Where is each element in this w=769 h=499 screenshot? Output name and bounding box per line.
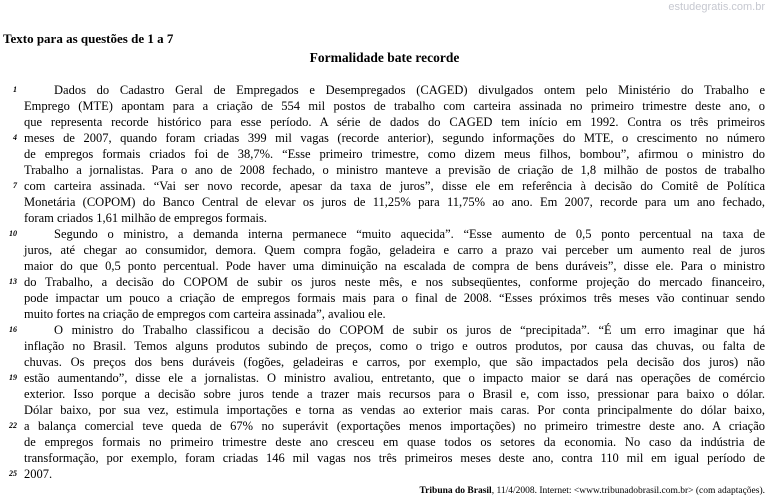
line-number: 16 (9, 325, 17, 334)
text-line (0, 290, 769, 306)
text-line (0, 466, 769, 482)
text-line (0, 98, 769, 114)
line-text: transformação, por exemplo, foram criadas 146 mil vagas nos três primeiros meses deste ano, contra 110 mil em igual período de (24, 451, 765, 465)
line-text: do Trabalho, a decisão do COPOM de subir os juros neste mês, e nos subseqüentes, conforme projeção do mercado financeiro, (24, 275, 765, 289)
line-number: 10 (9, 229, 17, 238)
line-text: Emprego (MTE) apontam para a criação de 554 mil postos de trabalho com carteira assinada no primeiro trimestre deste ano, o (24, 99, 765, 113)
document-body (0, 82, 769, 482)
line-number: 22 (9, 421, 17, 430)
source-name: Tribuna do Brasil (419, 486, 492, 496)
line-text: juros, até chegar ao consumidor, demora. Quem compra fogão, geladeira e carro a prazo vai perceber um aumento real de juros (24, 243, 765, 257)
line-number: 1 (13, 85, 17, 94)
source-details: , 11/4/2008. Internet: <www.tribunadobrasil.com.br> (com adaptações). (491, 486, 765, 496)
source-citation (420, 486, 765, 496)
text-line (0, 114, 769, 130)
text-line (0, 386, 769, 402)
text-line (0, 338, 769, 354)
line-text: foram criados 1,61 milhão de empregos formais. (24, 211, 267, 225)
line-number: 25 (9, 469, 17, 478)
text-line (0, 274, 769, 290)
text-intro-label: Texto para as questões de 1 a 7 (3, 31, 174, 46)
text-line (0, 434, 769, 450)
line-text: muito fortes na criação de empregos com carteira assinada”, avaliou ele. (24, 307, 386, 321)
page-title: Formalidade bate recorde (309, 50, 460, 65)
text-line (0, 402, 769, 418)
line-text: pode impactar um pouco a criação de empregos formais mais para o final de 2008. “Esses próximos três meses vão continuar sendo (24, 291, 765, 305)
line-text: Trabalho a jornalistas. Para o ano de 2008 fechado, o ministro manteve a previsão de criação de 1,8 milhão de postos de trabalho (24, 163, 765, 177)
text-line (0, 194, 769, 210)
text-line (0, 450, 769, 466)
line-text: estão aumentando”, disse ele a jornalistas. O ministro avaliou, entretanto, que o impacto maior se dará nas operações de comércio (24, 371, 765, 385)
line-text: O ministro do Trabalho classificou a decisão do COPOM de subir os juros de “precipitada”. “É um erro imaginar que há (54, 323, 765, 337)
line-number: 19 (9, 373, 17, 382)
text-line (0, 146, 769, 162)
text-line (0, 226, 769, 242)
line-text: 2007. (24, 467, 53, 481)
line-text: Dados do Cadastro Geral de Empregados e Desempregados (CAGED) divulgados ontem pelo Ministério do Trabalho e (54, 83, 765, 97)
text-line (0, 130, 769, 146)
text-line (0, 354, 769, 370)
line-text: que representa recorde histórico para esse período. A série de dados do CAGED tem início em 1992. Contra os três primeiros (24, 115, 765, 129)
line-text: com carteira assinada. “Vai ser novo recorde, apesar da taxa de juros”, disse ele em referência à decisão do Comitê de Política (24, 179, 765, 193)
text-line (0, 258, 769, 274)
line-text: maior do que 0,5 ponto percentual. Pode haver uma diminuição na escalada de compra de bens duráveis”, disse ele. Para o ministro (24, 259, 765, 273)
line-text: meses de 2007, quando foram criadas 399 mil vagas (recorde anterior), segundo informações do MTE, o crescimento no número (24, 131, 765, 145)
text-line (0, 162, 769, 178)
text-line (0, 322, 769, 338)
text-line (0, 210, 769, 226)
line-text: Monetária (COPOM) do Banco Central de elevar os juros de 11,25% para 11,75% ao ano. Em 2007, recorde para um ano fechado, (24, 195, 765, 209)
text-line (0, 242, 769, 258)
line-text: Dólar baixo, por sua vez, estimula importações e torna as vendas ao exterior mais caras. Por conta principalmente do dólar baixo, (24, 403, 765, 417)
line-text: chuvas. Os preços dos bens duráveis (fogões, geladeiras e carros, por exemplo, que são impactados pela decisão dos juros) não (24, 355, 765, 369)
text-line (0, 370, 769, 386)
text-line (0, 306, 769, 322)
line-number: 4 (13, 133, 17, 142)
text-line (0, 82, 769, 98)
text-line (0, 178, 769, 194)
line-text: inflação no Brasil. Temos alguns produtos subindo de preços, como o trigo e outros produtos, por causa das chuvas, ou falta de (24, 339, 765, 353)
text-line (0, 418, 769, 434)
line-number: 7 (13, 181, 17, 190)
line-text: a balança comercial teve queda de 67% no superávit (exportações menos importações) no primeiro trimestre deste ano. A criação (24, 419, 765, 433)
line-text: de empregos formais criados foi de 38,7%. “Esse primeiro trimestre, como dizem meus filhos, bombou”, afirmou o ministro do (24, 147, 765, 161)
watermark: estudegratis.com.br (668, 1, 765, 13)
line-text: Segundo o ministro, a demanda interna permanece “muito aquecida”. “Esse aumento de 0,5 ponto percentual na taxa de (54, 227, 765, 241)
line-text: exterior. Isso porque a decisão sobre juros tende a trazer mais recursos para o Brasil e, com isso, pressionar para baixo o dólar. (24, 387, 765, 401)
line-number: 13 (9, 277, 17, 286)
line-text: de empregos formais no primeiro trimestre deste ano cresceu em quase todos os setores da economia. No caso da indústria de (24, 435, 765, 449)
